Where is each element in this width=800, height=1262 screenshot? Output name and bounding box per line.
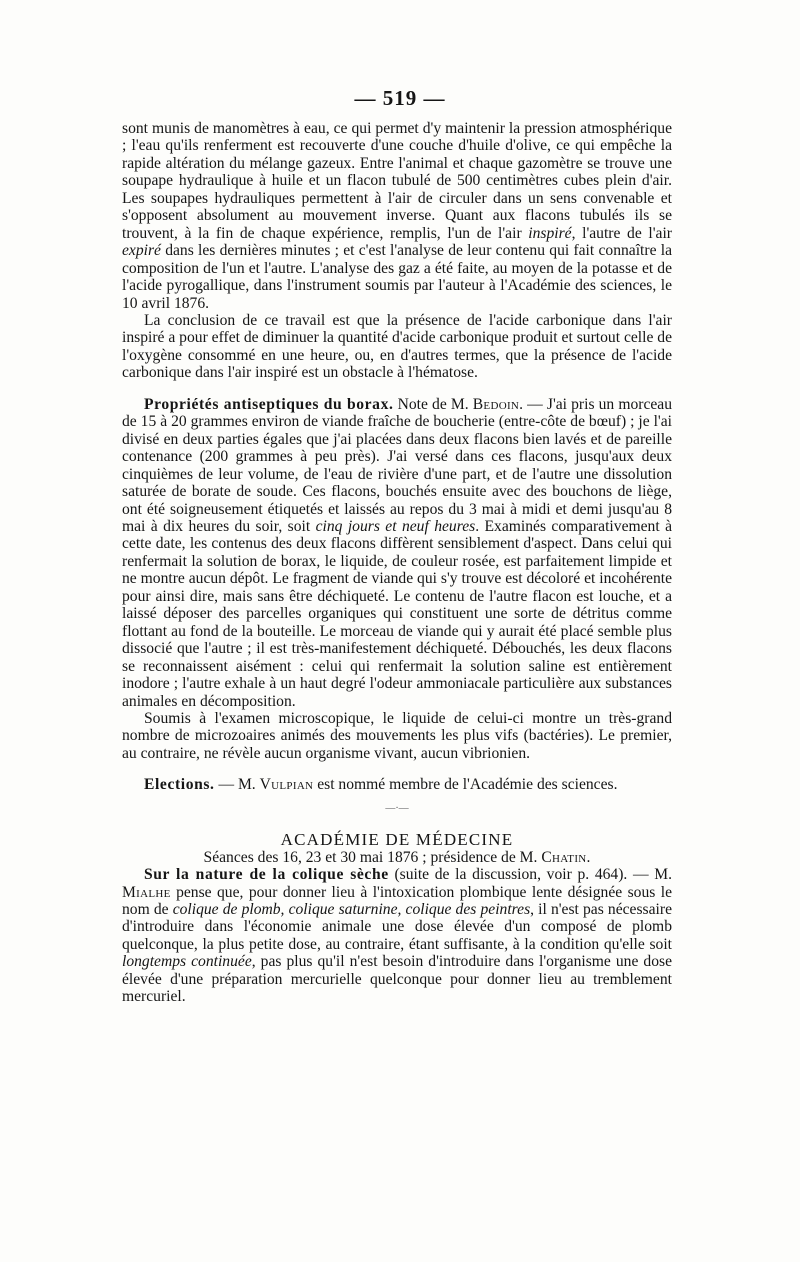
text-run: . — J'ai pris un morceau de 15 à 20 grammes environ de viande fraîche de boucherie (entre-côte de bœuf) ; je l'ai divisé en deux parties égales que j'ai placées dans deux flacons bien lavés et de pareille contenance (200 grammes à peu près). J'ai versé dans ces flacons, jusqu'aux deux cinquièmes de leur volume, de l'eau de rivière d'une part, et de l'autre une dissolution saturée de borate de soude. Ces flacons, bouchés ensuite avec des bouchons de liège, ont été soigneusement étiquetés et laissés au repos du 3 mai à midi et demi jusqu'au 8 mai à dix heures du soir, soit [122, 395, 673, 535]
paragraph-colique [122, 866, 672, 1006]
paragraph-elections [122, 776, 672, 793]
text-run: (suite de la discussion, voir p. 464). — M. [388, 866, 673, 884]
sessions-line [122, 849, 672, 866]
italic-phrase: colique de plomb, colique saturnine, colique des peintres [172, 901, 531, 919]
author-name: Bedoin [472, 395, 520, 413]
text-run: Séances des 16, 23 et 30 mai 1876 ; présidence de M. [203, 848, 542, 866]
italic-word: inspiré [528, 224, 572, 242]
text-run: pense que, pour donner lieu à l'intoxication plombique lente désignée sous le nom de [122, 883, 672, 919]
italic-word: expiré [122, 242, 161, 260]
paragraph-manometres [122, 120, 672, 312]
section-ornament: —·— [385, 802, 409, 814]
section-heading-elections: Elections. [144, 776, 215, 794]
text-run: Note de M. [393, 395, 473, 413]
paragraph-microscope: Soumis à l'examen microscopique, le liquide de celui-ci montre un très-grand nombre de microzoaires animés des mouvements les plus vifs (bactéries). Le premier, au contraire, ne révèle aucun organisme vivant, aucun vibrionien. [122, 709, 672, 762]
text-column [122, 120, 672, 1006]
author-name: Mialhe [122, 883, 171, 901]
member-name: Vulpian [259, 776, 314, 794]
italic-phrase: longtemps continuée [122, 953, 252, 971]
text-run: est nommé membre de l'Académie des sciences. [313, 776, 618, 794]
text-run: — M. [214, 776, 260, 794]
president-name: Chatin [541, 848, 587, 866]
section-heading-colique: Sur la nature de la colique sèche [144, 866, 389, 884]
academy-title: ACADÉMIE DE MÉDECINE [280, 830, 514, 850]
paragraph-borax [122, 396, 672, 710]
text-run: . Examinés comparativement à cette date, les contenus des deux flacons diffèrent sensiblement d'aspect. Dans celui qui renfermait la solution de borax, le liquide, de couleur rosée, est parfaitement limpide et ne montre aucun dépôt. Le fragment de viande qui s'y trouve est décoloré et incohérente pour ainsi dire, mais sans être déchiqueté. Le contenu de l'autre flacon est louche, et a laissé déposer des parcelles organiques qui constituent une sorte de détritus comme flottant au fond de la bouteille. Le morceau de viande qui y aurait été placé semble plus dissocié que l'autre ; il est très-manifestement déchiqueté. Débouchés, les deux flacons se reconnaissent aisément : celui qui renfermait la solution saline est entièrement inodore ; l'autre exhale à un haut degré l'odeur ammoniacale particulière aux substances animales en décomposition. [122, 517, 672, 710]
text-run: , il n'est pas nécessaire d'introduire dans l'économie animale une dose élevée d'un composé de plomb quelconque, la plus petite dose, au contraire, étant suffisante, à la condition qu'elle soit [122, 901, 672, 953]
italic-phrase: cinq jours et neuf heures [315, 517, 476, 535]
text-run: , pas plus qu'il n'est besoin d'introduire dans l'organisme une dose élevée d'une préparation mercurielle quelconque pour donner lieu au tremblement mercuriel. [122, 953, 672, 1006]
page-number: — 519 — [354, 86, 446, 110]
text-run: . [586, 848, 591, 866]
text-run: dans les dernières minutes ; et c'est l'analyse de leur contenu qui fait connaître la composition de l'un et l'autre. L'analyse des gaz a été faite, au moyen de la potasse et de l'acide pyrogallique, dans l'instrument soumis par l'auteur à l'Académie des sciences, le 10 avril 1876. [122, 242, 672, 312]
text-run: sont munis de manomètres à eau, ce qui permet d'y maintenir la pression atmosphérique ; l'eau qu'ils renferment est recouverte d'une couche d'huile d'olive, ce qui empêche la rapide altération du mélange gazeux. Entre l'animal et chaque gazomètre se trouve une soupape hydraulique à huile et un flacon tubulé de 500 centimètres cubes plein d'air. Les soupapes hydrauliques permettent à l'air de circuler dans un sens convenable et s'opposent absolument au mouvement inverse. Quant aux flacons tubulés ils se trouvent, à la fin de chaque expérience, remplis, l'un de l'air [122, 120, 672, 242]
text-run: , l'autre de l'air [571, 224, 672, 242]
section-heading-borax: Propriétés antiseptiques du borax. [144, 395, 394, 413]
paragraph-conclusion: La conclusion de ce travail est que la présence de l'acide carbonique dans l'air inspiré a pour effet de diminuer la quantité d'acide carbonique produit et surtout celle de l'oxygène consommé en une heure, ou, en d'autres termes, que la présence de l'acide carbonique dans l'air inspiré est un obstacle à l'hématose. [122, 311, 672, 382]
